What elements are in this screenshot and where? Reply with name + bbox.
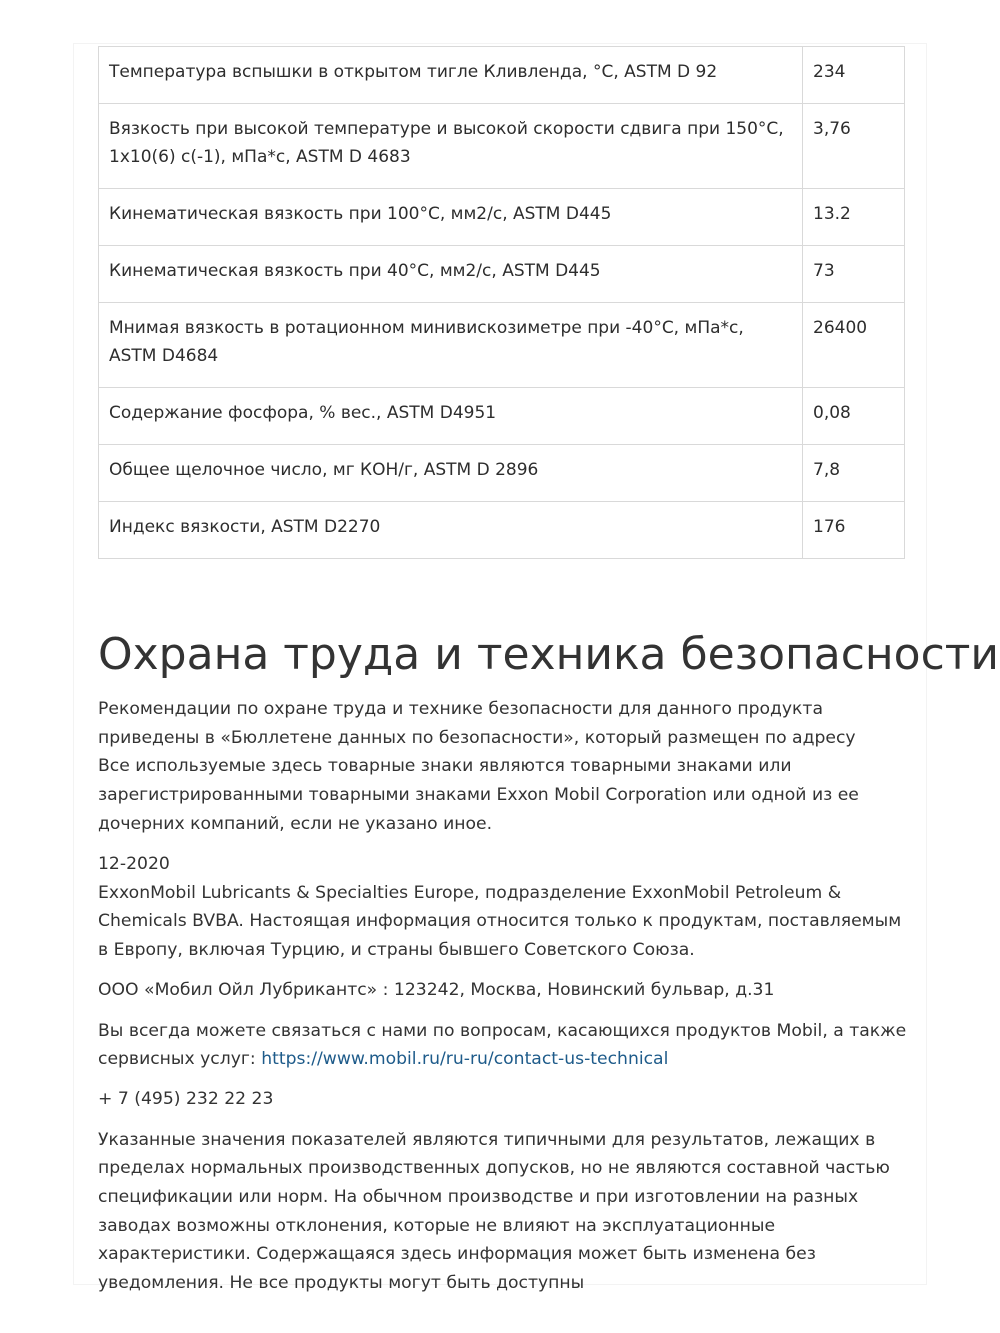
table-row bbox=[99, 502, 905, 559]
property-name: Общее щелочное число, мг КОН/г, ASTM D 2896 bbox=[99, 445, 803, 502]
property-name: Температура вспышки в открытом тигле Кливленда, °C, ASTM D 92 bbox=[99, 47, 803, 104]
table-row bbox=[99, 388, 905, 445]
property-value: 7,8 bbox=[803, 445, 905, 502]
recommendation-line-1: Рекомендации по охране труда и технике безопасности для данного продукта приведены в «Бюллетене данных по безопасности», который размещен по адресу bbox=[98, 699, 856, 748]
property-value: 234 bbox=[803, 47, 905, 104]
recommendation-paragraph bbox=[98, 695, 908, 839]
table-row bbox=[99, 47, 905, 104]
property-name: Вязкость при высокой температуре и высокой скорости сдвига при 150°C, 1x10(6) с(-1), мПа*с, ASTM D 4683 bbox=[99, 104, 803, 189]
property-name: Кинематическая вязкость при 40°C, мм2/с, ASTM D445 bbox=[99, 246, 803, 303]
trademark-note: Все используемые здесь товарные знаки являются товарными знаками или зарегистрированными товарными знаками Exxon Mobil Corporation или одной из ее дочерних компаний, если не указано иное. bbox=[98, 756, 859, 834]
disclaimer-paragraph: Указанные значения показателей являются типичными для результатов, лежащих в пределах нормальных производственных допусков, но не являются составной частью спецификации или норм. На обычном производстве и при изготовлении на разных заводах возможны отклонения, которые не влияют на эксплуатационные характеристики. Содержащаяся здесь информация может быть изменена без уведомления. Не все продукты могут быть доступны bbox=[98, 1129, 890, 1294]
company-paragraph bbox=[98, 850, 908, 965]
document-date: 12-2020 bbox=[98, 854, 170, 875]
property-name: Кинематическая вязкость при 100°C, мм2/с, ASTM D445 bbox=[99, 189, 803, 246]
contact-paragraph bbox=[98, 1017, 908, 1074]
table-row bbox=[99, 189, 905, 246]
table-row bbox=[99, 445, 905, 502]
property-value: 26400 bbox=[803, 303, 905, 388]
table-row bbox=[99, 246, 905, 303]
table-row bbox=[99, 303, 905, 388]
properties-table bbox=[98, 46, 905, 559]
property-value: 3,76 bbox=[803, 104, 905, 189]
property-value: 176 bbox=[803, 502, 905, 559]
property-name: Мнимая вязкость в ротационном минивискозиметре при -40°C, мПа*с, ASTM D4684 bbox=[99, 303, 803, 388]
property-value: 13.2 bbox=[803, 189, 905, 246]
table-row bbox=[99, 104, 905, 189]
safety-section bbox=[98, 695, 908, 1309]
section-title: Охрана труда и техника безопасности bbox=[98, 629, 1000, 680]
phone-paragraph: + 7 (495) 232 22 23 bbox=[98, 1089, 274, 1110]
address-paragraph: ООО «Мобил Ойл Лубрикантс» : 123242, Москва, Новинский бульвар, д.31 bbox=[98, 980, 775, 1001]
property-value: 73 bbox=[803, 246, 905, 303]
company-note: ExxonMobil Lubricants & Specialties Europe, подразделение ExxonMobil Petroleum & Chemicals BVBA. Настоящая информация относится только к продуктам, поставляемым в Европу, включая Турцию, и страны бывшего Советского Союза. bbox=[98, 882, 902, 961]
contact-link[interactable]: https://www.mobil.ru/ru-ru/contact-us-technical bbox=[261, 1049, 669, 1070]
property-name: Индекс вязкости, ASTM D2270 bbox=[99, 502, 803, 559]
property-value: 0,08 bbox=[803, 388, 905, 445]
property-name: Содержание фосфора, % вес., ASTM D4951 bbox=[99, 388, 803, 445]
contact-text: Вы всегда можете связаться с нами по вопросам, касающихся продуктов Mobil, а также сервисных услуг: bbox=[98, 1020, 907, 1070]
